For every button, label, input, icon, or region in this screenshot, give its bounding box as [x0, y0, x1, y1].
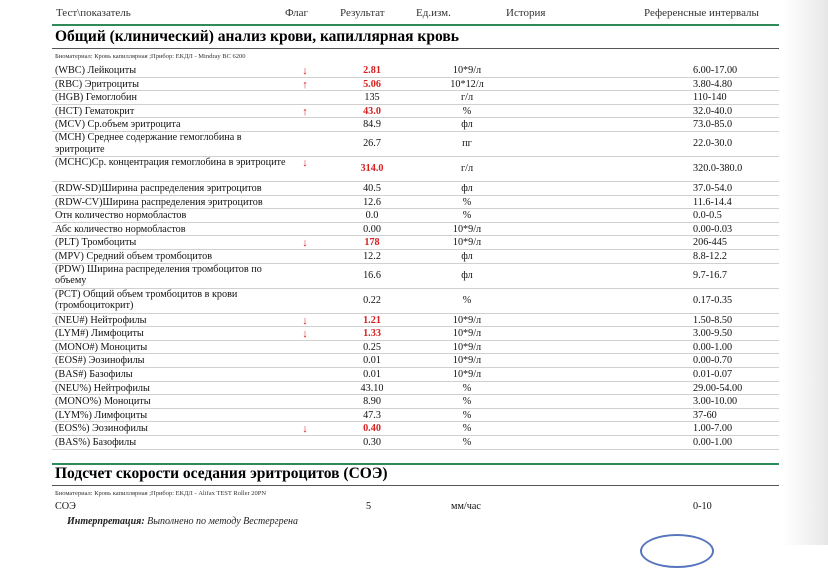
- test-unit: фл: [461, 269, 473, 281]
- seal-stamp: [640, 534, 714, 568]
- test-result: 84.9: [363, 119, 381, 131]
- header-result: Результат: [340, 7, 385, 19]
- test-result: 0.00: [363, 223, 381, 235]
- test-name: (HGB) Гемоглобин: [55, 92, 137, 104]
- table-row: [52, 382, 779, 396]
- test-name: (EOS%) Эозинофилы: [55, 423, 148, 435]
- flag-arrow-icon: ↑: [302, 78, 308, 91]
- reference-range: 8.8-12.2: [693, 251, 727, 262]
- test-result: 0.40: [363, 423, 381, 435]
- header-ref: Референсные интервалы: [644, 7, 759, 19]
- test-name: (NEU#) Нейтрофилы: [55, 314, 147, 326]
- table-row: [52, 236, 779, 250]
- interpretation-label: Интерпретация:: [67, 516, 145, 527]
- table-row: [52, 289, 779, 314]
- table-row: [52, 64, 779, 78]
- esr-biomaterial-info: Биоматериал: Кровь капиллярная ;Прибор: ЕКДЛ - Alifax TEST Roller 20PN: [55, 490, 267, 497]
- esr-unit: мм/час: [451, 501, 481, 512]
- table-row: [52, 409, 779, 423]
- reference-range: 29.00-54.00: [693, 382, 743, 394]
- reference-range: 0.0-0.5: [693, 210, 722, 222]
- test-unit: %: [462, 210, 472, 222]
- test-result: 16.6: [363, 269, 381, 281]
- table-row: [52, 314, 779, 328]
- table-row: [52, 436, 779, 450]
- header-history: История: [506, 7, 546, 19]
- table-row: [52, 250, 779, 264]
- test-unit: 10*9/л: [452, 328, 482, 340]
- reference-range: 0.00-0.03: [693, 223, 733, 235]
- test-name: (RBC) Эритроциты: [55, 78, 139, 90]
- test-name: (MONO%) Моноциты: [55, 396, 151, 408]
- cbc-title-divider: [52, 48, 779, 49]
- reference-range: 9.7-16.7: [693, 269, 727, 281]
- reference-range: 1.50-8.50: [693, 314, 733, 326]
- test-result: 0.01: [363, 355, 381, 367]
- test-result: 8.90: [363, 396, 381, 408]
- test-unit: фл: [461, 119, 473, 131]
- test-unit: %: [462, 409, 472, 421]
- reference-range: 0.00-1.00: [693, 341, 733, 353]
- table-row: [52, 105, 779, 119]
- reference-range: 37.0-54.0: [693, 183, 733, 194]
- test-name: (RDW-CV)Ширина распределения эритроцитов: [55, 196, 263, 208]
- header-divider: [52, 24, 779, 26]
- test-result: 0.22: [363, 294, 381, 306]
- table-row: [52, 223, 779, 237]
- test-unit: пг: [462, 138, 472, 149]
- reference-range: 11.6-14.4: [693, 196, 732, 208]
- test-unit: фл: [461, 183, 473, 194]
- flag-arrow-icon: ↑: [302, 105, 308, 118]
- test-name: (LYM#) Лимфоциты: [55, 328, 144, 340]
- test-result: 0.01: [363, 369, 381, 380]
- test-result: 2.81: [363, 65, 381, 76]
- test-result: 26.7: [363, 138, 381, 149]
- reference-range: 6.00-17.00: [693, 65, 738, 76]
- header-flag: Флаг: [285, 7, 309, 19]
- flag-arrow-icon: ↓: [302, 314, 308, 327]
- test-name: (NEU%) Нейтрофилы: [55, 382, 150, 394]
- flag-arrow-icon: ↓: [302, 237, 308, 250]
- test-name: (BAS#) Базофилы: [55, 369, 133, 380]
- test-name: (MCHC)Ср. концентрация гемоглобина в эритроците: [55, 157, 286, 168]
- test-result: 47.3: [363, 409, 381, 421]
- esr-section-title: Подсчет скорости оседания эритроцитов (СОЭ): [55, 465, 388, 482]
- test-unit: 10*9/л: [452, 237, 482, 249]
- cbc-section-title: Общий (клинический) анализ крови, капиллярная кровь: [55, 28, 459, 45]
- test-unit: %: [462, 105, 472, 117]
- esr-name: СОЭ: [55, 501, 76, 512]
- table-row: [52, 182, 779, 196]
- test-result: 12.2: [363, 251, 381, 262]
- interpretation-note: [67, 516, 298, 527]
- test-name: (LYM%) Лимфоциты: [55, 409, 148, 421]
- flag-arrow-icon: ↓: [302, 328, 308, 341]
- test-unit: %: [462, 294, 472, 306]
- test-name: (PCT) Общий объем тромбоцитов в крови (тромбоцитокрит): [55, 288, 238, 312]
- esr-ref: 0-10: [693, 501, 712, 512]
- test-name: Отн количество нормобластов: [55, 210, 187, 222]
- table-row: [52, 368, 779, 382]
- test-name: (MCV) Ср.объем эритроцита: [55, 119, 181, 131]
- test-result: 5.06: [363, 78, 381, 90]
- test-result: 314.0: [360, 163, 384, 174]
- reference-range: 0.17-0.35: [693, 294, 733, 306]
- test-name: (PDW) Ширина распределения тромбоцитов по объему: [55, 263, 262, 287]
- table-row: [52, 132, 779, 157]
- test-name: (MCH) Среднее содержание гемоглобина в эритроците: [55, 132, 242, 155]
- table-row: [52, 354, 779, 368]
- reference-range: 73.0-85.0: [693, 119, 733, 131]
- test-name: (EOS#) Эозинофилы: [55, 355, 145, 367]
- table-row: [52, 501, 779, 515]
- test-result: 1.21: [363, 314, 381, 326]
- table-row: [52, 341, 779, 355]
- page-edge-shadow: [782, 0, 828, 545]
- reference-range: 22.0-30.0: [693, 138, 733, 149]
- test-unit: г/л: [460, 163, 474, 174]
- table-row: [52, 264, 779, 289]
- reference-range: 0.01-0.07: [693, 369, 733, 380]
- reference-range: 3.80-4.80: [693, 78, 733, 90]
- test-unit: г/л: [460, 92, 474, 104]
- table-row: [52, 196, 779, 210]
- test-result: 178: [364, 237, 380, 249]
- reference-range: 0.00-0.70: [693, 355, 733, 367]
- table-row: [52, 78, 779, 92]
- test-unit: 10*9/л: [452, 223, 482, 235]
- reference-range: 1.00-7.00: [693, 423, 733, 435]
- test-unit: 10*9/л: [452, 65, 482, 76]
- table-row: [52, 395, 779, 409]
- esr-title-divider: [52, 485, 779, 486]
- table-row: [52, 157, 779, 182]
- test-unit: 10*12/л: [450, 78, 484, 90]
- test-result: 1.33: [363, 328, 381, 340]
- test-result: 0.0: [365, 210, 379, 222]
- test-name: (MONO#) Моноциты: [55, 341, 148, 353]
- reference-range: 3.00-9.50: [693, 328, 733, 340]
- test-result: 43.10: [360, 382, 384, 394]
- table-row: [52, 422, 779, 436]
- flag-arrow-icon: ↓: [302, 423, 308, 436]
- test-name: (PLT) Тромбоциты: [55, 237, 137, 249]
- header-unit: Ед.изм.: [416, 7, 451, 19]
- table-row: [52, 91, 779, 105]
- reference-range: 110-140: [693, 92, 727, 104]
- header-test: Тест\показатель: [56, 7, 131, 19]
- test-result: 12.6: [363, 196, 381, 208]
- test-result: 0.25: [363, 341, 381, 353]
- table-row: [52, 209, 779, 223]
- test-unit: %: [462, 423, 472, 435]
- test-unit: 10*9/л: [452, 369, 482, 380]
- test-name: (BAS%) Базофилы: [55, 437, 137, 448]
- flag-arrow-icon: ↓: [302, 65, 308, 77]
- esr-result: 5: [366, 501, 372, 512]
- test-unit: %: [462, 437, 472, 448]
- test-name: (MPV) Средний объем тромбоцитов: [55, 251, 213, 262]
- reference-range: 37-60: [693, 409, 717, 421]
- interpretation-text: Выполнено по методу Вестергрена: [147, 516, 298, 527]
- reference-range: 32.0-40.0: [693, 105, 733, 117]
- table-row: [52, 118, 779, 132]
- reference-range: 206-445: [693, 237, 727, 249]
- test-unit: %: [462, 382, 472, 394]
- test-name: (RDW-SD)Ширина распределения эритроцитов: [55, 183, 262, 194]
- reference-range: 320.0-380.0: [693, 163, 743, 174]
- test-name: (WBC) Лейкоциты: [55, 65, 137, 76]
- test-result: 135: [364, 92, 380, 104]
- test-unit: %: [462, 396, 472, 408]
- flag-arrow-icon: ↓: [302, 157, 308, 169]
- reference-range: 0.00-1.00: [693, 437, 733, 448]
- reference-range: 3.00-10.00: [693, 396, 738, 408]
- table-row: [52, 327, 779, 341]
- test-result: 0.30: [363, 437, 381, 448]
- test-result: 43.0: [363, 105, 381, 117]
- test-unit: фл: [461, 251, 473, 262]
- table-header: [52, 0, 780, 24]
- test-name: Абс количество нормобластов: [55, 223, 186, 235]
- cbc-biomaterial-info: Биоматериал: Кровь капиллярная ;Прибор: ЕКДЛ - Mindray BC 6200: [55, 53, 246, 60]
- test-unit: 10*9/л: [452, 341, 482, 353]
- test-name: (HCT) Гематокрит: [55, 105, 135, 117]
- test-unit: 10*9/л: [452, 314, 482, 326]
- test-unit: 10*9/л: [452, 355, 482, 367]
- test-result: 40.5: [363, 183, 381, 194]
- test-unit: %: [462, 196, 472, 208]
